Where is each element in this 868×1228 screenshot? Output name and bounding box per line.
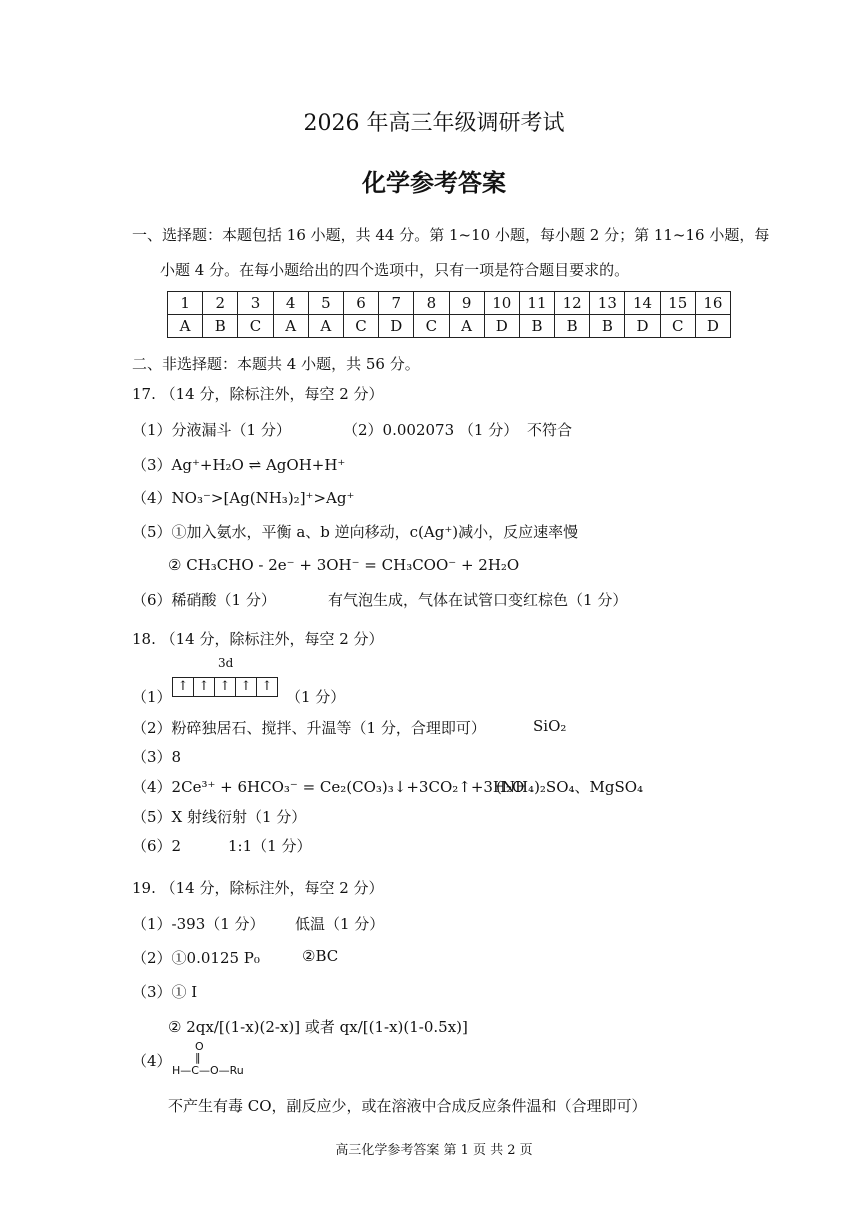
orbital-box: ↑ <box>215 678 236 696</box>
q19-answer-1b: 低温（1 分） <box>295 915 385 933</box>
question-number: 13 <box>590 292 625 315</box>
question-number: 14 <box>625 292 660 315</box>
q18-heading: 18. （14 分，除标注外，每空 2 分） <box>132 630 384 648</box>
q18-answer-5: （5）X 射线衍射（1 分） <box>132 808 307 826</box>
q18-answer-1-score: （1 分） <box>286 688 346 706</box>
answer-table-numbers-row <box>168 292 731 315</box>
q19-heading: 19. （14 分，除标注外，每空 2 分） <box>132 879 384 897</box>
q17-answer-1: （1）分液漏斗（1 分） <box>132 421 291 439</box>
q17-heading: 17. （14 分，除标注外，每空 2 分） <box>132 385 384 403</box>
q18-answer-1-label: （1） <box>132 688 172 706</box>
answer-letter: B <box>203 315 238 338</box>
answer-letter: A <box>308 315 343 338</box>
answer-letter: A <box>168 315 203 338</box>
question-number: 10 <box>484 292 519 315</box>
answer-letter: D <box>695 315 730 338</box>
orbital-diagram <box>172 677 278 697</box>
question-number: 16 <box>695 292 730 315</box>
answer-letter: B <box>555 315 590 338</box>
q17-answer-6b: 有气泡生成，气体在试管口变红棕色（1 分） <box>328 591 628 609</box>
answer-letter: A <box>273 315 308 338</box>
orbital-box: ↑ <box>173 678 194 696</box>
q19-answer-2b: ②BC <box>302 947 339 965</box>
q18-answer-6: （6）2 <box>132 837 182 855</box>
q17-answer-2: （2）0.002073 （1 分） <box>343 421 519 439</box>
q19-answer-3b: ② 2qx/[(1-x)(2-x)] 或者 qx/[(1-x)(1-0.5x)] <box>168 1018 468 1036</box>
answer-letter: C <box>660 315 695 338</box>
question-number: 6 <box>343 292 378 315</box>
q17-answer-2b: 不符合 <box>527 421 573 439</box>
answer-table <box>167 291 731 338</box>
question-number: 5 <box>308 292 343 315</box>
orbital-box: ↑ <box>261 679 273 694</box>
question-number: 4 <box>273 292 308 315</box>
question-number: 1 <box>168 292 203 315</box>
structure-main-chain: H—C—O—Ru <box>172 1064 244 1077</box>
question-number: 12 <box>555 292 590 315</box>
question-number: 15 <box>660 292 695 315</box>
q19-answer-2: （2）①0.0125 P₀ <box>132 949 260 967</box>
q17-answer-5b: ② CH₃CHO - 2e⁻ + 3OH⁻ = CH₃COO⁻ + 2H₂O <box>168 556 520 574</box>
q17-answer-6a: （6）稀硝酸（1 分） <box>132 591 276 609</box>
answer-table-answers-row <box>168 315 731 338</box>
answer-letter: D <box>484 315 519 338</box>
orbital-label: 3d <box>218 656 234 670</box>
orbital-box: ↑ <box>236 678 257 696</box>
answer-letter: C <box>238 315 273 338</box>
carbonyl-oxygen: O <box>195 1040 204 1053</box>
question-number: 11 <box>519 292 554 315</box>
answer-letter: B <box>519 315 554 338</box>
double-bond: ‖ <box>195 1051 201 1064</box>
orbital-box: ↑ <box>194 678 215 696</box>
q18-answer-6b: 1:1（1 分） <box>228 837 312 855</box>
answer-letter: D <box>379 315 414 338</box>
page-footer: 高三化学参考答案 第 1 页 共 2 页 <box>335 1143 533 1158</box>
q18-answer-4: （4）2Ce³⁺ + 6HCO₃⁻ = Ce₂(CO₃)₃↓+3CO₂↑+3H₂O <box>132 778 525 796</box>
answer-letter: C <box>414 315 449 338</box>
q19-answer-3a: （3）① I <box>132 983 198 1001</box>
answer-letter: B <box>590 315 625 338</box>
q18-answer-2: （2）粉碎独居石、搅拌、升温等（1 分，合理即可） <box>132 719 486 737</box>
q18-answer-2b: SiO₂ <box>533 717 567 735</box>
q19-answer-4b: 不产生有毒 CO，副反应少，或在溶液中合成反应条件温和（合理即可） <box>168 1097 647 1115</box>
section2-heading: 二、非选择题：本题共 4 小题，共 56 分。 <box>132 355 420 373</box>
section1-intro-line1: 一、选择题：本题包括 16 小题，共 44 分。第 1~10 小题，每小题 2 分；第 11~16 小题，每 <box>132 226 770 244</box>
q19-answer-1: （1）-393（1 分） <box>132 915 265 933</box>
q19-answer-4-label: （4） <box>132 1052 172 1070</box>
answer-letter: C <box>343 315 378 338</box>
question-number: 3 <box>238 292 273 315</box>
answer-key-title: 化学参考答案 <box>362 168 506 197</box>
answer-letter: D <box>625 315 660 338</box>
q17-answer-5a: （5）①加入氨水，平衡 a、b 逆向移动，c(Ag⁺)减小，反应速率慢 <box>132 523 579 541</box>
question-number: 9 <box>449 292 484 315</box>
q18-answer-4b: (NH₄)₂SO₄、MgSO₄ <box>496 778 644 796</box>
question-number: 8 <box>414 292 449 315</box>
section1-intro-line2: 小题 4 分。在每小题给出的四个选项中，只有一项是符合题目要求的。 <box>160 261 630 279</box>
answer-letter: A <box>449 315 484 338</box>
q18-answer-3: （3）8 <box>132 748 182 766</box>
q17-answer-3: （3）Ag⁺+H₂O ⇌ AgOH+H⁺ <box>132 456 346 474</box>
question-number: 7 <box>379 292 414 315</box>
q17-answer-4: （4）NO₃⁻>[Ag(NH₃)₂]⁺>Ag⁺ <box>132 489 355 507</box>
question-number: 2 <box>203 292 238 315</box>
exam-title: 2026 年高三年级调研考试 <box>303 111 565 136</box>
